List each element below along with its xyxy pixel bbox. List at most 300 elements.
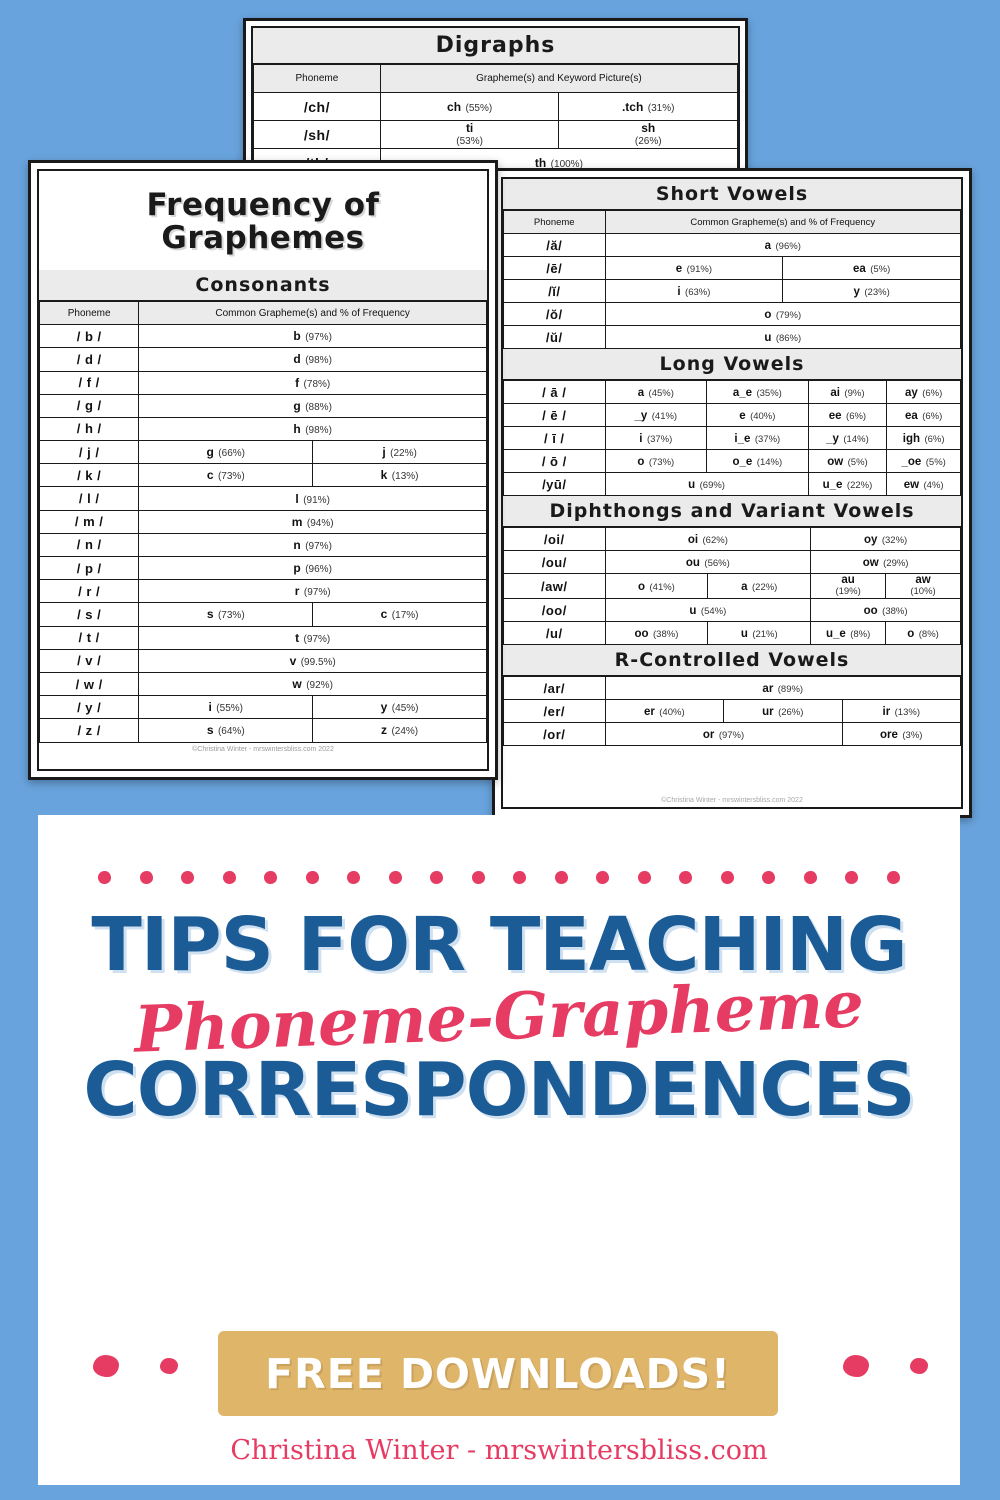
free-downloads-label: FREE DOWNLOADS! — [265, 1349, 731, 1398]
credit-line: Christina Winter - mrswintersbliss.com — [230, 1435, 768, 1466]
grapheme: j — [382, 445, 386, 460]
grapheme-pct: (91%) — [303, 494, 330, 506]
grapheme: v — [289, 653, 297, 668]
grapheme-pct: (24%) — [391, 726, 419, 738]
grapheme: l — [295, 491, 299, 506]
grapheme-cell — [313, 441, 487, 464]
grapheme-pct: (96%) — [775, 241, 801, 252]
phoneme-cell: / m / — [40, 510, 139, 533]
phoneme-cell: /ĭ/ — [504, 280, 606, 303]
grapheme-cell — [605, 574, 708, 599]
phoneme-cell: / ē / — [504, 404, 606, 427]
grapheme-pct: (22%) — [752, 582, 778, 594]
dot-icon — [306, 871, 319, 884]
grapheme-cell — [808, 381, 887, 404]
phoneme-cell: / t / — [40, 626, 139, 649]
grapheme-pct: (40%) — [750, 411, 776, 422]
dot-icon — [181, 871, 194, 884]
grapheme-pct: (64%) — [217, 726, 245, 738]
phoneme-cell: / b / — [40, 325, 139, 348]
grapheme-cell — [605, 551, 811, 574]
grapheme: oy — [863, 534, 878, 546]
grapheme: ir — [882, 706, 891, 719]
table-row — [504, 326, 961, 349]
grapheme: o — [638, 581, 646, 594]
grapheme: ore — [880, 729, 898, 742]
r-controlled-title: R-Controlled Vowels — [503, 645, 961, 676]
consonants-table — [39, 301, 487, 743]
vowels-copyright: ©Christina Winter - mrswintersbliss.com 2022 — [661, 797, 803, 804]
grapheme: c — [380, 607, 388, 622]
phoneme-cell: /or/ — [504, 723, 606, 746]
grapheme-cell — [605, 427, 707, 450]
splat-icon — [843, 1355, 869, 1377]
grapheme-cell — [139, 719, 313, 742]
grapheme-cell — [139, 441, 313, 464]
phoneme-cell: / l / — [40, 487, 139, 510]
grapheme-pct: (13%) — [391, 471, 419, 483]
grapheme-cell — [783, 280, 961, 303]
phoneme-cell: / k / — [40, 464, 139, 487]
dot-icon — [721, 871, 734, 884]
dot-icon — [140, 871, 153, 884]
grapheme-cell — [139, 696, 313, 719]
grapheme-cell — [707, 381, 809, 404]
phoneme-cell: / ō / — [504, 450, 606, 473]
table-row — [504, 303, 961, 326]
dot-divider — [98, 867, 900, 887]
grapheme: s — [206, 607, 214, 622]
grapheme-cell — [139, 603, 313, 626]
grapheme: r — [294, 584, 300, 599]
table-row — [504, 473, 961, 496]
table-row — [40, 325, 487, 348]
table-row — [504, 528, 961, 551]
grapheme-cell — [559, 93, 738, 121]
grapheme-pct: (31%) — [647, 102, 675, 114]
grapheme: a_e — [732, 387, 753, 399]
grapheme: a — [741, 581, 748, 594]
grapheme-cell — [887, 473, 961, 496]
table-row — [504, 599, 961, 622]
digraphs-header-grapheme: Grapheme(s) and Keyword Picture(s) — [380, 65, 737, 93]
grapheme-cell — [313, 464, 487, 487]
grapheme: oi — [687, 534, 699, 546]
grapheme-cell — [811, 528, 961, 551]
grapheme-pct: (78%) — [303, 378, 331, 390]
grapheme: u — [688, 479, 696, 491]
grapheme-pct: (100%) — [550, 158, 583, 170]
phoneme-cell: /ŭ/ — [504, 326, 606, 349]
consonants-card-inner — [37, 169, 489, 771]
r-controlled-table — [503, 676, 961, 746]
grapheme: ay — [904, 387, 918, 399]
grapheme: a — [637, 387, 645, 399]
short-vowels-table — [503, 210, 961, 349]
promo-panel — [38, 815, 960, 1485]
grapheme: b — [293, 329, 301, 344]
phoneme-cell: / f / — [40, 371, 139, 394]
grapheme-pct: (5%) — [925, 457, 946, 468]
grapheme: i — [639, 433, 643, 445]
grapheme: p — [293, 561, 301, 576]
grapheme-cell — [559, 121, 738, 149]
grapheme: i_e — [734, 433, 751, 445]
grapheme-cell — [139, 464, 313, 487]
grapheme-cell — [887, 381, 961, 404]
grapheme: u_e — [825, 628, 846, 641]
header-grapheme: Common Grapheme(s) and % of Frequency — [139, 301, 487, 324]
header-phoneme: Phoneme — [504, 211, 606, 234]
grapheme: ti — [465, 120, 474, 135]
grapheme-cell — [811, 622, 886, 645]
grapheme: sh — [641, 120, 656, 135]
page-title-line2: Graphemes — [161, 220, 365, 257]
long-vowels-title: Long Vowels — [503, 349, 961, 380]
grapheme-cell — [380, 121, 559, 149]
grapheme: ch — [447, 99, 462, 114]
grapheme-pct: (6%) — [922, 388, 943, 399]
table-row — [40, 626, 487, 649]
grapheme-pct: (4%) — [923, 480, 944, 491]
grapheme: ee — [828, 410, 842, 422]
grapheme-pct: (6%) — [846, 411, 867, 422]
phoneme-cell: / r / — [40, 580, 139, 603]
grapheme-cell — [139, 487, 487, 510]
grapheme: y — [853, 286, 860, 298]
table-row — [40, 348, 487, 371]
grapheme-cell — [139, 533, 487, 556]
table-row — [40, 649, 487, 672]
grapheme: ew — [903, 479, 920, 491]
grapheme-pct: (22%) — [390, 448, 417, 460]
digraphs-card-inner — [251, 26, 740, 170]
splat-icon — [93, 1355, 119, 1377]
grapheme-pct: (29%) — [883, 558, 909, 569]
grapheme-cell — [724, 700, 842, 723]
table-row — [504, 723, 961, 746]
grapheme-pct: (5%) — [847, 457, 868, 468]
dot-icon — [472, 871, 485, 884]
table-row — [504, 677, 961, 700]
grapheme-cell — [887, 427, 961, 450]
phoneme-cell: /u/ — [504, 622, 606, 645]
grapheme-cell — [707, 427, 809, 450]
grapheme-cell — [380, 93, 559, 121]
grapheme-cell — [139, 557, 487, 580]
headline-line1: TIPS FOR TEACHING — [91, 902, 907, 988]
grapheme-pct: (54%) — [700, 606, 727, 618]
grapheme-cell — [808, 427, 887, 450]
grapheme-pct: (97%) — [303, 587, 331, 599]
grapheme-cell — [139, 348, 487, 371]
grapheme-pct: (32%) — [881, 535, 908, 546]
grapheme-pct: (41%) — [651, 411, 678, 422]
splat-icon — [160, 1358, 178, 1374]
grapheme-cell — [139, 510, 487, 533]
phoneme-cell: /yū/ — [504, 473, 606, 496]
grapheme-cell — [605, 473, 808, 496]
grapheme: m — [291, 514, 303, 529]
promo-headline — [38, 902, 960, 1133]
grapheme-pct: (56%) — [704, 558, 730, 569]
grapheme-pct: (66%) — [218, 448, 245, 460]
grapheme-pct: (79%) — [775, 310, 802, 321]
grapheme-cell — [886, 622, 961, 645]
grapheme: e — [675, 263, 683, 275]
grapheme: y — [380, 700, 388, 715]
grapheme-pct: (97%) — [305, 332, 332, 344]
table-row — [504, 551, 961, 574]
vowels-card — [492, 168, 972, 818]
dot-icon — [679, 871, 692, 884]
grapheme-pct: (23%) — [864, 287, 890, 298]
grapheme-pct: (22%) — [846, 480, 873, 491]
grapheme: u — [689, 605, 697, 618]
table-row — [40, 557, 487, 580]
free-downloads-button[interactable] — [218, 1331, 778, 1416]
grapheme-cell — [887, 404, 961, 427]
grapheme: or — [702, 729, 715, 742]
grapheme-pct: (94%) — [306, 517, 334, 529]
table-row — [40, 394, 487, 417]
grapheme-pct: (37%) — [646, 434, 673, 445]
grapheme-pct: (62%) — [702, 535, 728, 546]
grapheme-pct: (55%) — [465, 102, 493, 114]
table-row — [40, 719, 487, 742]
table-row — [40, 510, 487, 533]
grapheme-pct: (41%) — [649, 582, 675, 594]
table-row — [504, 234, 961, 257]
digraphs-header-phoneme: Phoneme — [254, 65, 381, 93]
grapheme: i — [677, 286, 681, 298]
table-row — [504, 404, 961, 427]
dot-icon — [98, 871, 111, 884]
long-vowels-table — [503, 380, 961, 496]
grapheme-pct: (37%) — [754, 434, 781, 445]
phoneme-cell: / p / — [40, 557, 139, 580]
grapheme-pct: (40%) — [659, 707, 685, 719]
table-row — [504, 700, 961, 723]
grapheme: o — [637, 456, 645, 468]
table-row — [40, 417, 487, 440]
grapheme-cell — [808, 473, 887, 496]
short-vowels-title: Short Vowels — [503, 179, 961, 210]
consonants-header-row — [40, 301, 487, 324]
grapheme-pct: (14%) — [756, 457, 783, 468]
grapheme-pct: (88%) — [305, 401, 332, 413]
grapheme-cell — [605, 257, 783, 280]
grapheme-pct: (91%) — [686, 264, 712, 275]
dot-icon — [264, 871, 277, 884]
dot-icon — [347, 871, 360, 884]
grapheme-pct: (53%) — [456, 135, 483, 147]
dot-icon — [804, 871, 817, 884]
table-row — [504, 381, 961, 404]
phoneme-cell: /oo/ — [504, 599, 606, 622]
grapheme-pct: (38%) — [882, 606, 908, 618]
grapheme-cell — [808, 450, 887, 473]
grapheme: z — [381, 723, 387, 738]
phoneme-cell: /ŏ/ — [504, 303, 606, 326]
grapheme: i — [208, 700, 212, 715]
grapheme-cell — [139, 580, 487, 603]
grapheme-cell — [139, 417, 487, 440]
grapheme: ur — [762, 706, 774, 719]
table-row — [504, 257, 961, 280]
grapheme-cell — [139, 394, 487, 417]
grapheme: _y — [826, 433, 839, 445]
grapheme: oo — [634, 628, 649, 641]
grapheme-pct: (38%) — [653, 629, 679, 641]
grapheme-pct: (96%) — [305, 564, 332, 576]
dot-icon — [389, 871, 402, 884]
grapheme-pct: (6%) — [924, 434, 945, 445]
grapheme: s — [206, 723, 214, 738]
grapheme-pct: (17%) — [391, 610, 419, 622]
grapheme: ou — [685, 557, 700, 569]
grapheme-pct: (3%) — [902, 730, 923, 742]
phoneme-cell: / n / — [40, 533, 139, 556]
phoneme-cell: /ch/ — [254, 93, 381, 121]
grapheme-cell — [887, 450, 961, 473]
grapheme-pct: (73%) — [217, 471, 245, 483]
grapheme-pct: (73%) — [648, 457, 675, 468]
table-row — [504, 622, 961, 645]
phoneme-cell: / s / — [40, 603, 139, 626]
phoneme-cell: / h / — [40, 417, 139, 440]
grapheme-pct: (97%) — [305, 540, 332, 552]
grapheme-pct: (86%) — [775, 333, 802, 344]
grapheme: ow — [862, 557, 879, 569]
grapheme-pct: (98%) — [305, 355, 332, 367]
table-row — [254, 93, 738, 121]
grapheme-cell — [842, 723, 961, 746]
grapheme: u — [740, 628, 748, 641]
grapheme-cell — [313, 696, 487, 719]
grapheme: ai — [830, 387, 840, 399]
grapheme-cell — [811, 551, 961, 574]
grapheme-pct: (45%) — [391, 703, 419, 715]
phoneme-cell: /oi/ — [504, 528, 606, 551]
grapheme: _y — [634, 410, 648, 422]
dot-icon — [762, 871, 775, 884]
headline-line3: CORRESPONDENCES — [83, 1046, 915, 1133]
grapheme-pct: (73%) — [217, 610, 245, 622]
grapheme: h — [293, 421, 301, 436]
table-row — [40, 371, 487, 394]
phoneme-cell: / z / — [40, 719, 139, 742]
digraphs-table — [253, 64, 738, 170]
grapheme: n — [293, 537, 301, 552]
table-row — [40, 603, 487, 626]
grapheme-cell — [605, 326, 960, 349]
dot-icon — [887, 871, 900, 884]
table-row — [504, 450, 961, 473]
grapheme-pct: (19%) — [835, 586, 861, 598]
grapheme: oo — [863, 605, 878, 618]
grapheme-cell — [139, 371, 487, 394]
grapheme: u_e — [822, 479, 843, 491]
table-row — [40, 533, 487, 556]
grapheme: igh — [902, 433, 920, 445]
grapheme-cell — [811, 574, 886, 599]
phoneme-cell: /ă/ — [504, 234, 606, 257]
grapheme: e — [739, 410, 746, 422]
grapheme: w — [292, 677, 302, 692]
splat-icon — [910, 1358, 928, 1374]
dot-icon — [596, 871, 609, 884]
grapheme-pct: (35%) — [756, 388, 782, 399]
dot-icon — [223, 871, 236, 884]
phoneme-cell: /ē/ — [504, 257, 606, 280]
grapheme-pct: (26%) — [634, 135, 662, 147]
grapheme-pct: (9%) — [844, 388, 865, 399]
header-phoneme: Phoneme — [40, 301, 139, 324]
phoneme-cell: /aw/ — [504, 574, 606, 599]
grapheme-pct: (69%) — [699, 480, 725, 491]
grapheme-cell — [605, 404, 707, 427]
grapheme: aw — [915, 574, 931, 586]
grapheme-pct: (21%) — [752, 629, 778, 641]
grapheme: c — [206, 468, 214, 483]
digraphs-card — [243, 18, 748, 178]
table-row — [40, 696, 487, 719]
grapheme: g — [206, 445, 214, 460]
grapheme: au — [841, 574, 855, 586]
grapheme: o — [764, 309, 772, 321]
phoneme-cell: /ou/ — [504, 551, 606, 574]
page-title — [39, 171, 487, 270]
consonants-section-title: Consonants — [39, 270, 487, 301]
phoneme-cell: / d / — [40, 348, 139, 371]
grapheme: o_e — [732, 456, 753, 468]
grapheme-pct: (97%) — [718, 730, 745, 742]
grapheme-cell — [139, 325, 487, 348]
short-vowels-header-row — [504, 211, 961, 234]
grapheme-pct: (92%) — [306, 680, 333, 692]
table-row — [40, 580, 487, 603]
dot-icon — [638, 871, 651, 884]
grapheme: d — [293, 352, 301, 367]
dot-icon — [513, 871, 526, 884]
grapheme: ar — [762, 683, 774, 696]
grapheme-pct: (6%) — [922, 411, 943, 422]
diphthongs-table — [503, 527, 961, 645]
grapheme: ea — [904, 410, 918, 422]
table-row — [40, 441, 487, 464]
diphthongs-title: Diphthongs and Variant Vowels — [503, 496, 961, 527]
grapheme-cell — [605, 622, 708, 645]
grapheme-pct: (10%) — [910, 586, 936, 598]
phoneme-cell: / j / — [40, 441, 139, 464]
grapheme: er — [643, 706, 655, 719]
phoneme-cell: /sh/ — [254, 121, 381, 149]
grapheme-cell — [139, 649, 487, 672]
table-row — [504, 280, 961, 303]
grapheme-cell — [605, 599, 811, 622]
grapheme-pct: (98%) — [305, 424, 332, 436]
headline-line2: Phoneme-Grapheme — [132, 967, 866, 1068]
dot-icon — [845, 871, 858, 884]
grapheme-pct: (26%) — [778, 707, 804, 719]
phoneme-cell: /er/ — [504, 700, 606, 723]
table-row — [40, 487, 487, 510]
grapheme-cell — [139, 672, 487, 695]
consonants-copyright: ©Christina Winter - mrswintersbliss.com 2022 — [192, 745, 334, 753]
grapheme-cell — [605, 450, 707, 473]
grapheme: u — [764, 332, 772, 344]
